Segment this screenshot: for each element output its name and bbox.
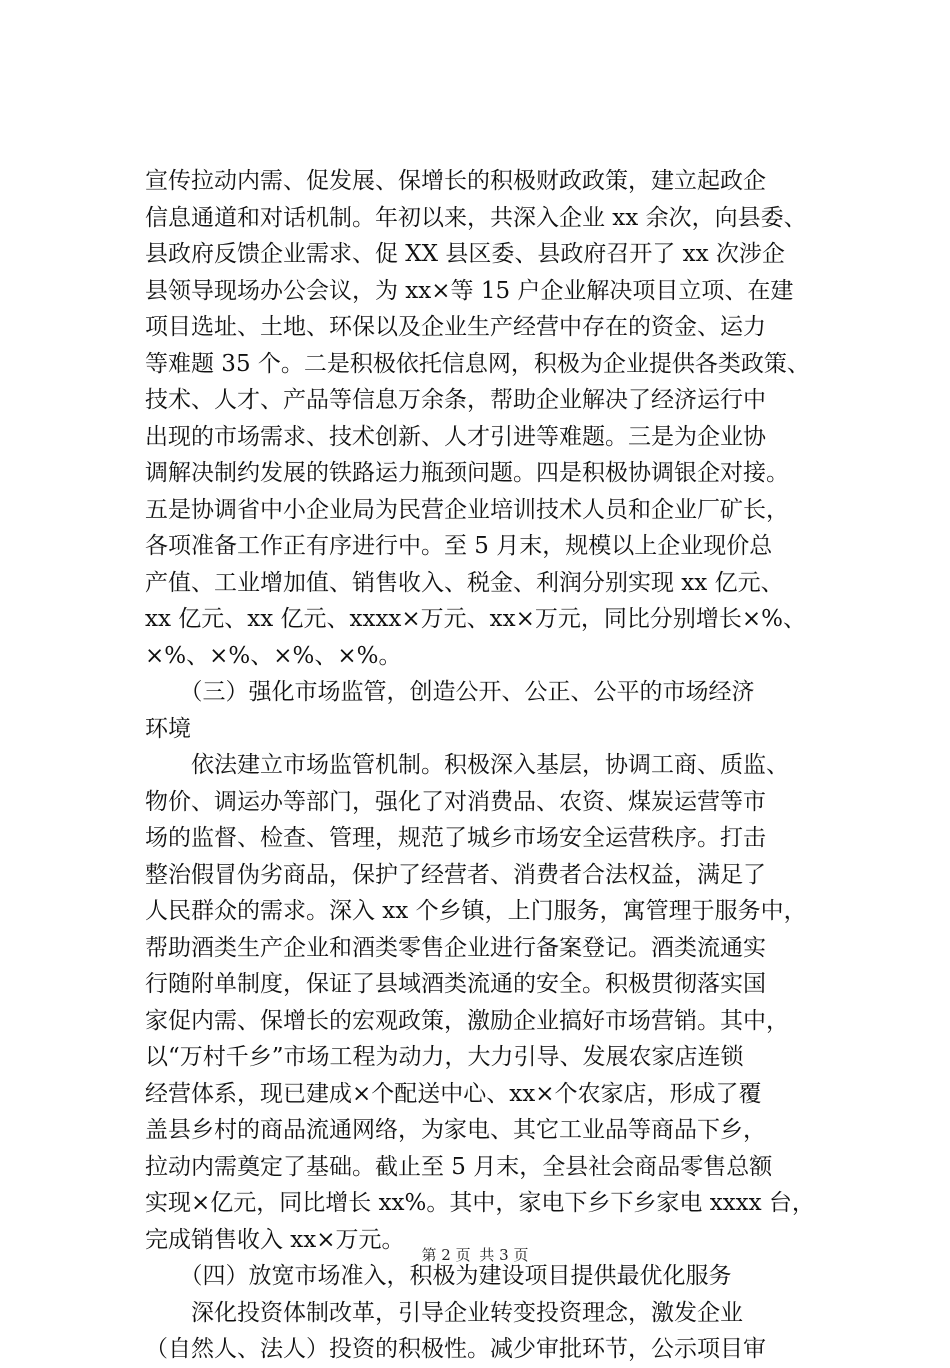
text-line: 以“万村千乡”市场工程为动力，大力引导、发展农家店连锁	[145, 1044, 744, 1070]
body-text	[145, 163, 845, 1368]
text-line: 出现的市场需求、技术创新、人才引进等难题。三是为企业协	[145, 423, 766, 450]
text-line: 项目选址、土地、环保以及企业生产经营中存在的资金、运力	[145, 314, 766, 340]
text-line: 信息通道和对话机制。年初以来，共深入企业 xx 余次，向县委、	[145, 204, 807, 231]
text-line: 技术、人才、产品等信息万余条，帮助企业解决了经济运行中	[145, 387, 766, 413]
text-line: 实现×亿元，同比增长 xx%。其中，家电下乡下乡家电 xxxx 台，	[145, 1190, 815, 1216]
text-line: xx 亿元、xx 亿元、xxxx×万元、xx×万元，同比分别增长×%、	[145, 606, 807, 632]
text-line: 县领导现场办公会议，为 xx×等 15 户企业解决项目立项、在建	[145, 277, 794, 304]
text-line: 场的监督、检查、管理，规范了城乡市场安全运营秩序。打击	[145, 825, 766, 851]
text-line: 县政府反馈企业需求、促 XX 县区委、县政府召开了 xx 次涉企	[145, 241, 785, 267]
text-line: 等难题 35 个。二是积极依托信息网，积极为企业提供各类政策、	[145, 350, 810, 377]
text-line: 各项准备工作正有序进行中。至 5 月末，规模以上企业现价总	[145, 533, 773, 559]
text-line: 完成销售收入 xx×万元。	[145, 1226, 405, 1253]
text-line: 经营体系，现已建成×个配送中心、xx×个农家店，形成了覆	[145, 1080, 762, 1107]
text-line: 盖县乡村的商品流通网络，为家电、其它工业品等商品下乡，	[145, 1117, 766, 1143]
text-line: 环境	[145, 715, 191, 742]
text-line: 依法建立市场监管机制。积极深入基层，协调工商、质监、	[145, 752, 789, 778]
text-line: 人民群众的需求。深入 xx 个乡镇，上门服务，寓管理于服务中，	[145, 898, 807, 924]
text-line: 深化投资体制改革，引导企业转变投资理念，激发企业	[145, 1299, 743, 1326]
text-line: （四）放宽市场准入，积极为建设项目提供最优化服务	[145, 1263, 732, 1289]
text-line: 宣传拉动内需、促发展、保增长的积极财政政策，建立起政企	[145, 168, 766, 194]
text-line: 整治假冒伪劣商品，保护了经营者、消费者合法权益，满足了	[145, 861, 766, 888]
page-total: 共 3 页	[479, 1246, 529, 1264]
text-line: 帮助酒类生产企业和酒类零售企业进行备案登记。酒类流通实	[145, 934, 766, 961]
text-line: 物价、调运办等部门，强化了对消费品、农资、煤炭运营等市	[145, 788, 766, 815]
text-line: 家促内需、保增长的宏观政策，激励企业搞好市场营销。其中，	[145, 1007, 789, 1034]
text-line: 产值、工业增加值、销售收入、税金、利润分别实现 xx 亿元、	[145, 569, 784, 596]
text-line: （自然人、法人）投资的积极性。减少审批环节，公示项目审	[145, 1336, 766, 1362]
text-line: ×%、×%、×%、×%。	[145, 642, 402, 669]
text-line: （三）强化市场监管，创造公开、公正、公平的市场经济	[145, 679, 755, 705]
page-number: 第 2 页	[421, 1246, 471, 1264]
text-line: 拉动内需奠定了基础。截止至 5 月末，全县社会商品零售总额	[145, 1153, 773, 1180]
text-line: 调解决制约发展的铁路运力瓶颈问题。四是积极协调银企对接。	[145, 460, 789, 486]
text-line: 行随附单制度，保证了县域酒类流通的安全。积极贯彻落实国	[145, 971, 766, 997]
page-footer	[0, 1245, 950, 1265]
text-line: 五是协调省中小企业局为民营企业培训技术人员和企业厂矿长，	[145, 496, 789, 523]
